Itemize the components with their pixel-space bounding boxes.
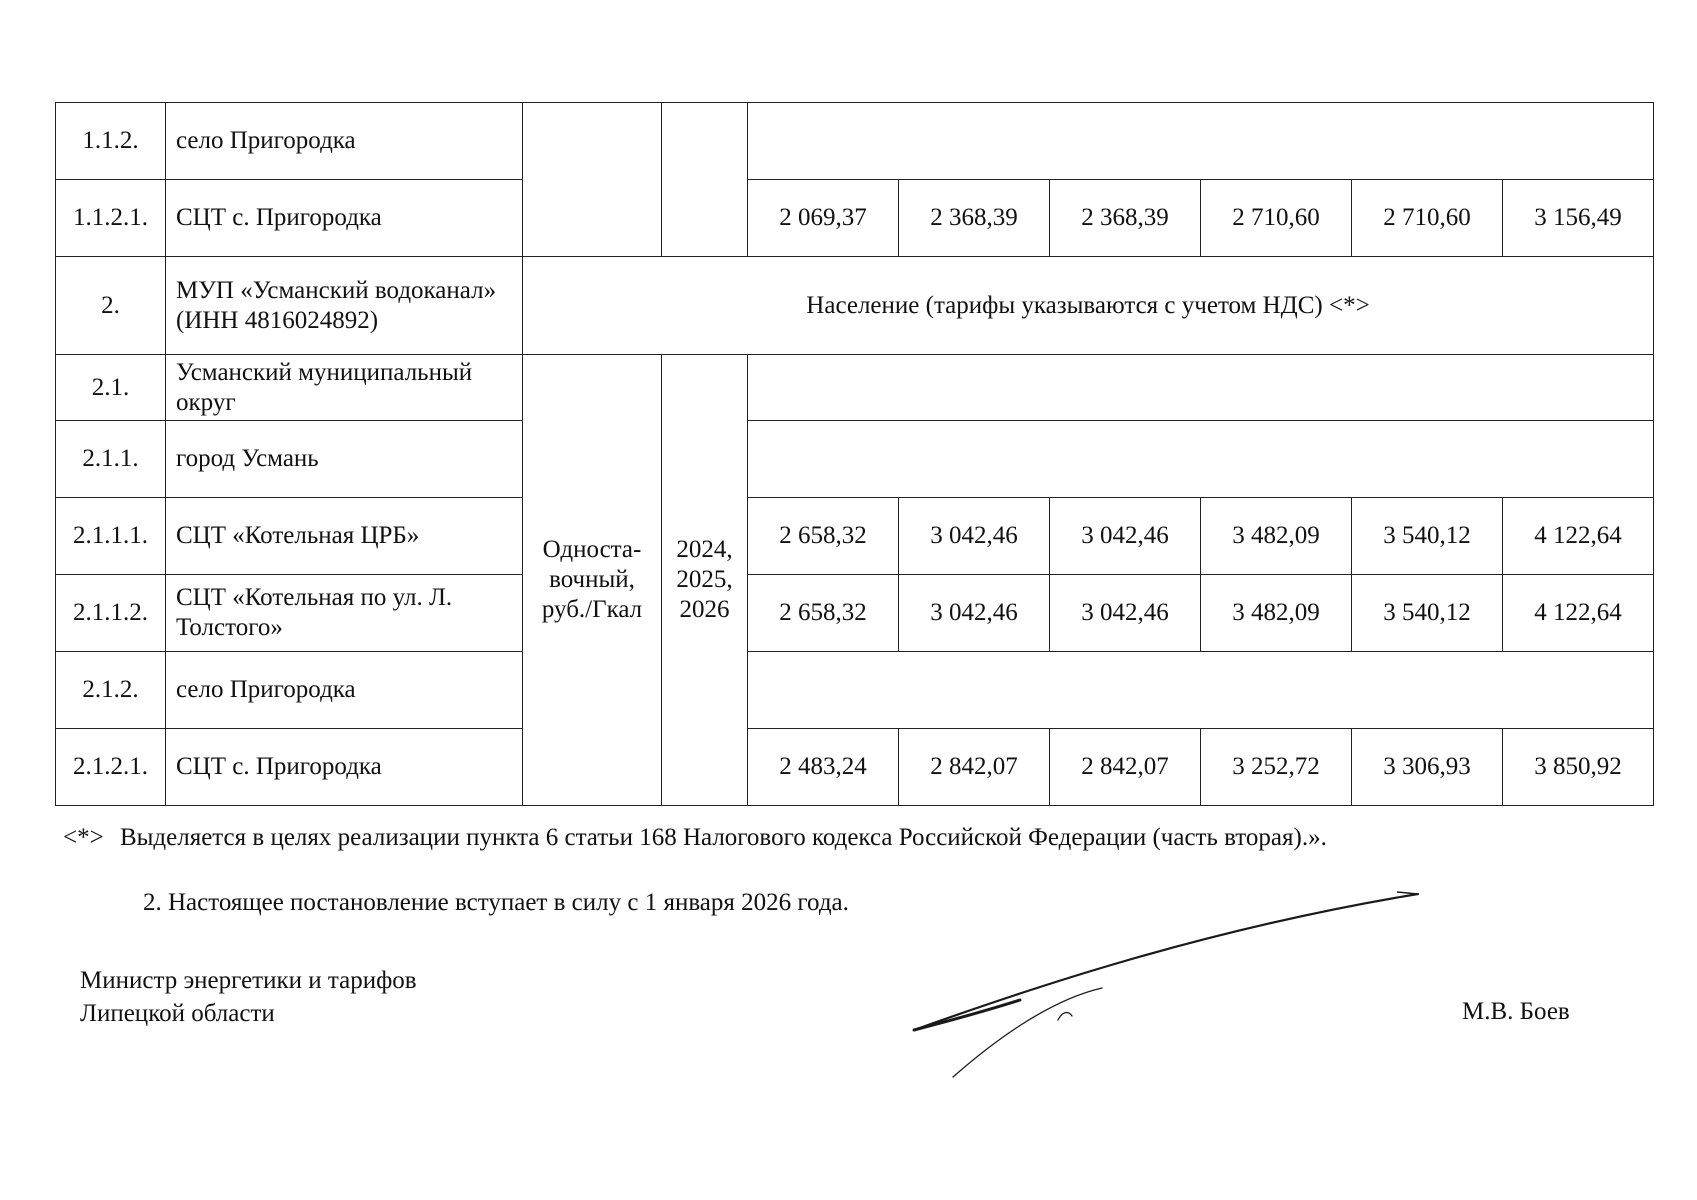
footnote: [63, 824, 1327, 852]
table-row: [56, 652, 1654, 729]
row-number: 2.1.1.2.: [56, 575, 166, 652]
table-row: [56, 498, 1654, 575]
row-name: СЦТ с. Пригородка: [166, 180, 523, 257]
table-row: [56, 729, 1654, 806]
row-name: СЦТ «Котельная по ул. Л. Толстого»: [166, 575, 523, 652]
signature-image: [900, 880, 1440, 1090]
tariff-value: 3 540,12: [1352, 498, 1503, 575]
tariff-value: 2 710,60: [1201, 180, 1352, 257]
table-row: [56, 257, 1654, 355]
tariff-type-cell: Односта-вочный, руб./Гкал: [523, 355, 662, 806]
tariff-value: 3 482,09: [1201, 498, 1352, 575]
tariff-value: 3 850,92: [1503, 729, 1654, 806]
row-number: 2.1.: [56, 355, 166, 421]
row-number: 2.1.2.1.: [56, 729, 166, 806]
empty-span-cell: [748, 355, 1654, 421]
table-row: [56, 421, 1654, 498]
row-number: 2.1.2.: [56, 652, 166, 729]
signer-position: [80, 964, 417, 1030]
footnote-mark: <*>: [63, 824, 104, 851]
tariff-value: 3 156,49: [1503, 180, 1654, 257]
row-name: Усманский муниципальный округ: [166, 355, 523, 421]
years-cell-empty: [662, 103, 748, 257]
tariff-value: 3 042,46: [899, 498, 1050, 575]
row-number: 2.1.1.1.: [56, 498, 166, 575]
empty-span-cell: [748, 652, 1654, 729]
row-number: 1.1.2.1.: [56, 180, 166, 257]
signer-name: М.В. Боев: [1462, 998, 1570, 1025]
tariff-value: 4 122,64: [1503, 575, 1654, 652]
row-name: село Пригородка: [166, 103, 523, 180]
row-name: МУП «Усманский водоканал» (ИНН 4816024892): [166, 257, 523, 355]
tariff-value: 2 658,32: [748, 498, 899, 575]
empty-span-cell: [748, 103, 1654, 180]
footnote-text: Выделяется в целях реализации пункта 6 статьи 168 Налогового кодекса Российской Федерации (часть вторая).».: [119, 824, 1327, 851]
row-number: 2.: [56, 257, 166, 355]
table-row: [56, 103, 1654, 180]
table-row: [56, 180, 1654, 257]
row-name: СЦТ «Котельная ЦРБ»: [166, 498, 523, 575]
years-cell: 2024, 2025, 2026: [662, 355, 748, 806]
tariff-value: 3 482,09: [1201, 575, 1352, 652]
tariff-value: 2 842,07: [1050, 729, 1201, 806]
row-number: 2.1.1.: [56, 421, 166, 498]
row-number: 1.1.2.: [56, 103, 166, 180]
table-row: [56, 575, 1654, 652]
row-name: СЦТ с. Пригородка: [166, 729, 523, 806]
row-name: село Пригородка: [166, 652, 523, 729]
tariff-value: 3 306,93: [1352, 729, 1503, 806]
tariff-value: 2 368,39: [1050, 180, 1201, 257]
tariff-type-cell-empty: [523, 103, 662, 257]
tariff-value: 3 252,72: [1201, 729, 1352, 806]
signer-position-line: Министр энергетики и тарифов: [80, 967, 417, 994]
signer-position-line: Липецкой области: [80, 1000, 275, 1027]
population-heading: Население (тарифы указываются с учетом НДС) <*>: [523, 257, 1654, 355]
tariff-value: 2 658,32: [748, 575, 899, 652]
clause-text: 2. Настоящее постановление вступает в силу с 1 января 2026 года.: [143, 889, 849, 916]
tariff-value: 2 842,07: [899, 729, 1050, 806]
empty-span-cell: [748, 421, 1654, 498]
tariff-table: [55, 102, 1654, 806]
tariff-value: 4 122,64: [1503, 498, 1654, 575]
tariff-value: 3 042,46: [1050, 575, 1201, 652]
tariff-value: 3 042,46: [899, 575, 1050, 652]
tariff-value: 3 540,12: [1352, 575, 1503, 652]
tariff-value: 2 483,24: [748, 729, 899, 806]
row-name: город Усмань: [166, 421, 523, 498]
tariff-value: 2 710,60: [1352, 180, 1503, 257]
tariff-value: 2 368,39: [899, 180, 1050, 257]
table-row: [56, 355, 1654, 421]
tariff-value: 3 042,46: [1050, 498, 1201, 575]
tariff-value: 2 069,37: [748, 180, 899, 257]
